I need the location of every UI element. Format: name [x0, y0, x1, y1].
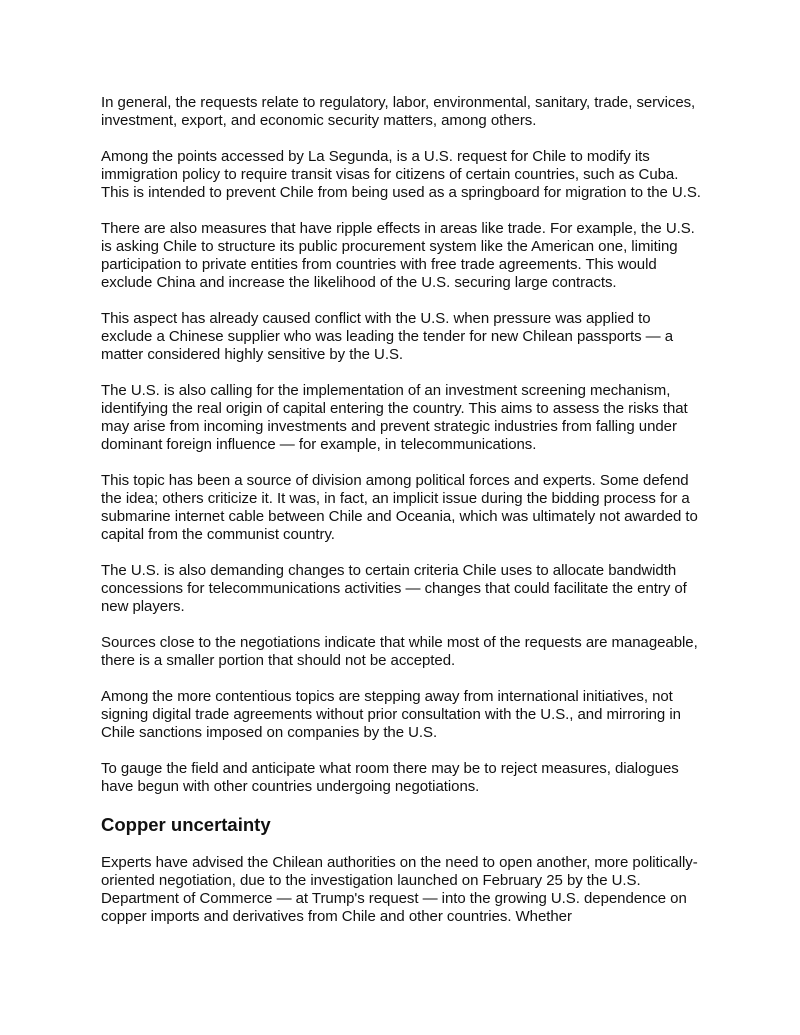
paragraph-requests-overview: In general, the requests relate to regulatory, labor, environmental, sanitary, trade, services, investment, export, and economic security matters, among others. — [101, 94, 696, 129]
paragraph-investment-screening: The U.S. is also calling for the implementation of an investment screening mechanism, identifying the real origin of capital entering the country. This aims to assess the risks that may arise from incoming investments and prevent strategic industries from falling under dominant foreign influence — for example, in telecommunications. — [101, 382, 688, 453]
paragraph-submarine-cable: This topic has been a source of division among political forces and experts. Some defend the idea; others criticize it. It was, in fact, an implicit issue during the bidding process for a submarine internet cable between Chile and Oceania, which was ultimately not awarded to capital from the communist country. — [101, 472, 698, 543]
paragraph-contentious-topics: Among the more contentious topics are stepping away from international initiatives, not signing digital trade agreements without prior consultation with the U.S., and mirroring in Chile sanctions imposed on companies by the U.S. — [101, 688, 681, 741]
paragraph-passports-conflict: This aspect has already caused conflict with the U.S. when pressure was applied to exclude a Chinese supplier who was leading the tender for new Chilean passports — a matter considered highly sensitive by the U.S. — [101, 310, 674, 363]
paragraph-dialogues: To gauge the field and anticipate what room there may be to reject measures, dialogues have begun with other countries undergoing negotiations. — [101, 760, 679, 795]
paragraph-sources-negotiations: Sources close to the negotiations indicate that while most of the requests are manageable, there is a smaller portion that should not be accepted. — [101, 634, 698, 669]
paragraph-procurement: There are also measures that have ripple effects in areas like trade. For example, the U.S. is asking Chile to structure its public procurement system like the American one, limiting participation to private entities from countries with free trade agreements. This would exclude China and increase the likelihood of the U.S. securing large contracts. — [101, 220, 695, 291]
section-heading-copper: Copper uncertainty — [101, 814, 271, 835]
paragraph-copper-investigation: Experts have advised the Chilean authorities on the need to open another, more politically-oriented negotiation, due to the investigation launched on February 25 by the U.S. Department of Commerce — at Trump's request — into the growing U.S. dependence on copper imports and derivatives from Chile and other countries. Whether — [101, 854, 698, 925]
document-page — [101, 94, 701, 944]
paragraph-bandwidth-concessions: The U.S. is also demanding changes to certain criteria Chile uses to allocate bandwidth concessions for telecommunications activities — changes that could facilitate the entry of new players. — [101, 562, 687, 615]
paragraph-immigration-policy: Among the points accessed by La Segunda, is a U.S. request for Chile to modify its immigration policy to require transit visas for citizens of certain countries, such as Cuba. This is intended to prevent Chile from being used as a springboard for migration to the U.S. — [101, 148, 701, 201]
